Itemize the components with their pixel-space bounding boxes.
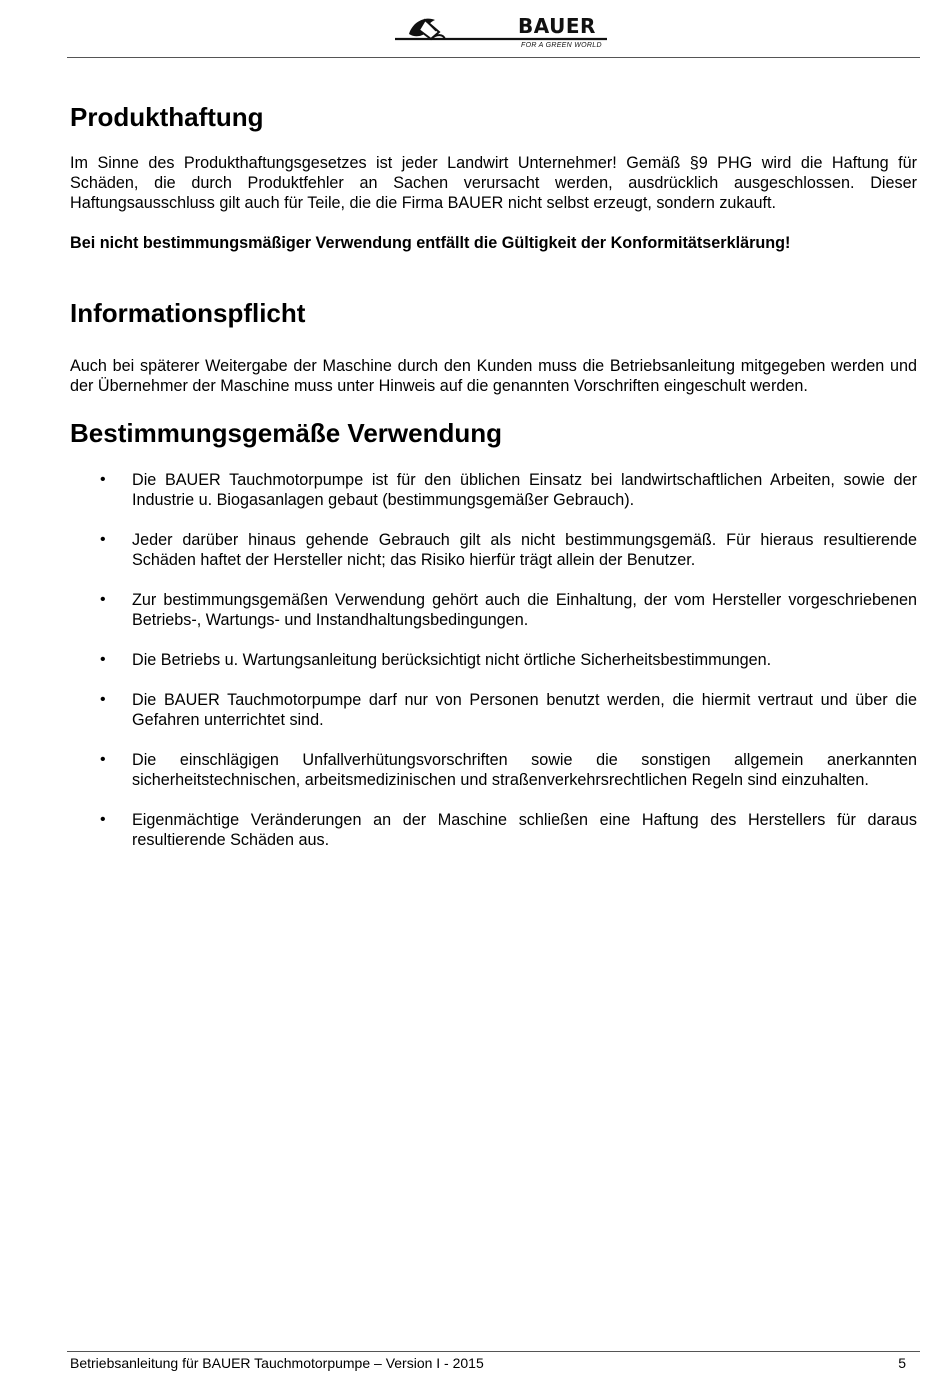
heading-informationspflicht: Informationspflicht <box>70 298 306 328</box>
bullet-icon: • <box>100 651 106 668</box>
list-item <box>70 650 917 670</box>
list-item <box>70 810 917 850</box>
header-divider <box>67 57 920 58</box>
logo-tagline: FOR A GREEN WORLD <box>521 42 602 49</box>
list-item <box>70 690 917 730</box>
list-item <box>70 530 917 570</box>
paragraph-produkthaftung: Im Sinne des Produkthaftungsgesetzes ist jeder Landwirt Unternehmer! Gemäß §9 PHG wird die Haftung für Schäden, die durch Produktfehler an Sachen verursacht werden, ausdrücklich ausgeschlossen. Dieser Haftungsausschluss gilt auch für Teile, die die Firma BAUER nicht selbst erzeugt, sondern zukauft. <box>70 154 917 212</box>
footer-page-number: 5 <box>898 1355 906 1371</box>
bullet-icon: • <box>100 691 106 708</box>
list-item-text: Eigenmächtige Veränderungen an der Maschine schließen eine Haftung des Herstellers für daraus resultierende Schäden aus. <box>132 811 917 849</box>
bullet-icon: • <box>100 531 106 548</box>
list-item <box>70 470 917 510</box>
paragraph-konformitaet-warning: Bei nicht bestimmungsmäßiger Verwendung entfällt die Gültigkeit der Konformitätserklärung! <box>70 234 791 252</box>
footer-divider <box>67 1351 920 1352</box>
list-item-text: Jeder darüber hinaus gehende Gebrauch gilt als nicht bestimmungsgemäß. Für hieraus resultierende Schäden haftet der Hersteller nicht; das Risiko hierfür trägt allein der Benutzer. <box>132 531 917 569</box>
list-item-text: Die einschlägigen Unfallverhütungsvorschriften sowie die sonstigen allgemein anerkannten sicherheitstechnischen, arbeitsmedizinischen und straßenverkehrsrechtlichen Regeln sind einzuhalten. <box>132 751 917 789</box>
page-content <box>70 100 917 870</box>
bullet-list-verwendung <box>70 470 917 850</box>
list-item-text: Die Betriebs u. Wartungsanleitung berücksichtigt nicht örtliche Sicherheitsbestimmungen. <box>132 651 772 669</box>
logo-wordmark: BAUER <box>518 14 596 38</box>
heading-produkthaftung: Produkthaftung <box>70 102 264 132</box>
list-item-text: Die BAUER Tauchmotorpumpe darf nur von Personen benutzt werden, die hiermit vertraut und über die Gefahren unterrichtet sind. <box>132 691 917 729</box>
list-item-text: Die BAUER Tauchmotorpumpe ist für den üblichen Einsatz bei landwirtschaftlichen Arbeiten, sowie der Industrie u. Biogasanlagen gebaut (bestimmungsgemäßer Gebrauch). <box>132 471 917 509</box>
list-item <box>70 750 917 790</box>
page-header <box>0 0 950 60</box>
paragraph-informationspflicht: Auch bei späterer Weitergabe der Maschine durch den Kunden muss die Betriebsanleitung mitgegeben werden und der Übernehmer der Maschine muss unter Hinweis auf die genannten Vorschriften eingeschult werden. <box>70 357 917 395</box>
list-item <box>70 590 917 630</box>
bullet-icon: • <box>100 811 106 828</box>
heading-bestimmungsgemaesse-verwendung: Bestimmungsgemäße Verwendung <box>70 418 502 448</box>
bullet-icon: • <box>100 471 106 488</box>
bullet-icon: • <box>100 591 106 608</box>
bauer-logo <box>395 12 610 56</box>
list-item-text: Zur bestimmungsgemäßen Verwendung gehört auch die Einhaltung, der vom Hersteller vorgeschriebenen Betriebs-, Wartungs- und Instandhaltungsbedingungen. <box>132 591 917 629</box>
footer-document-title: Betriebsanleitung für BAUER Tauchmotorpumpe – Version I - 2015 <box>70 1355 484 1371</box>
bullet-icon: • <box>100 751 106 768</box>
